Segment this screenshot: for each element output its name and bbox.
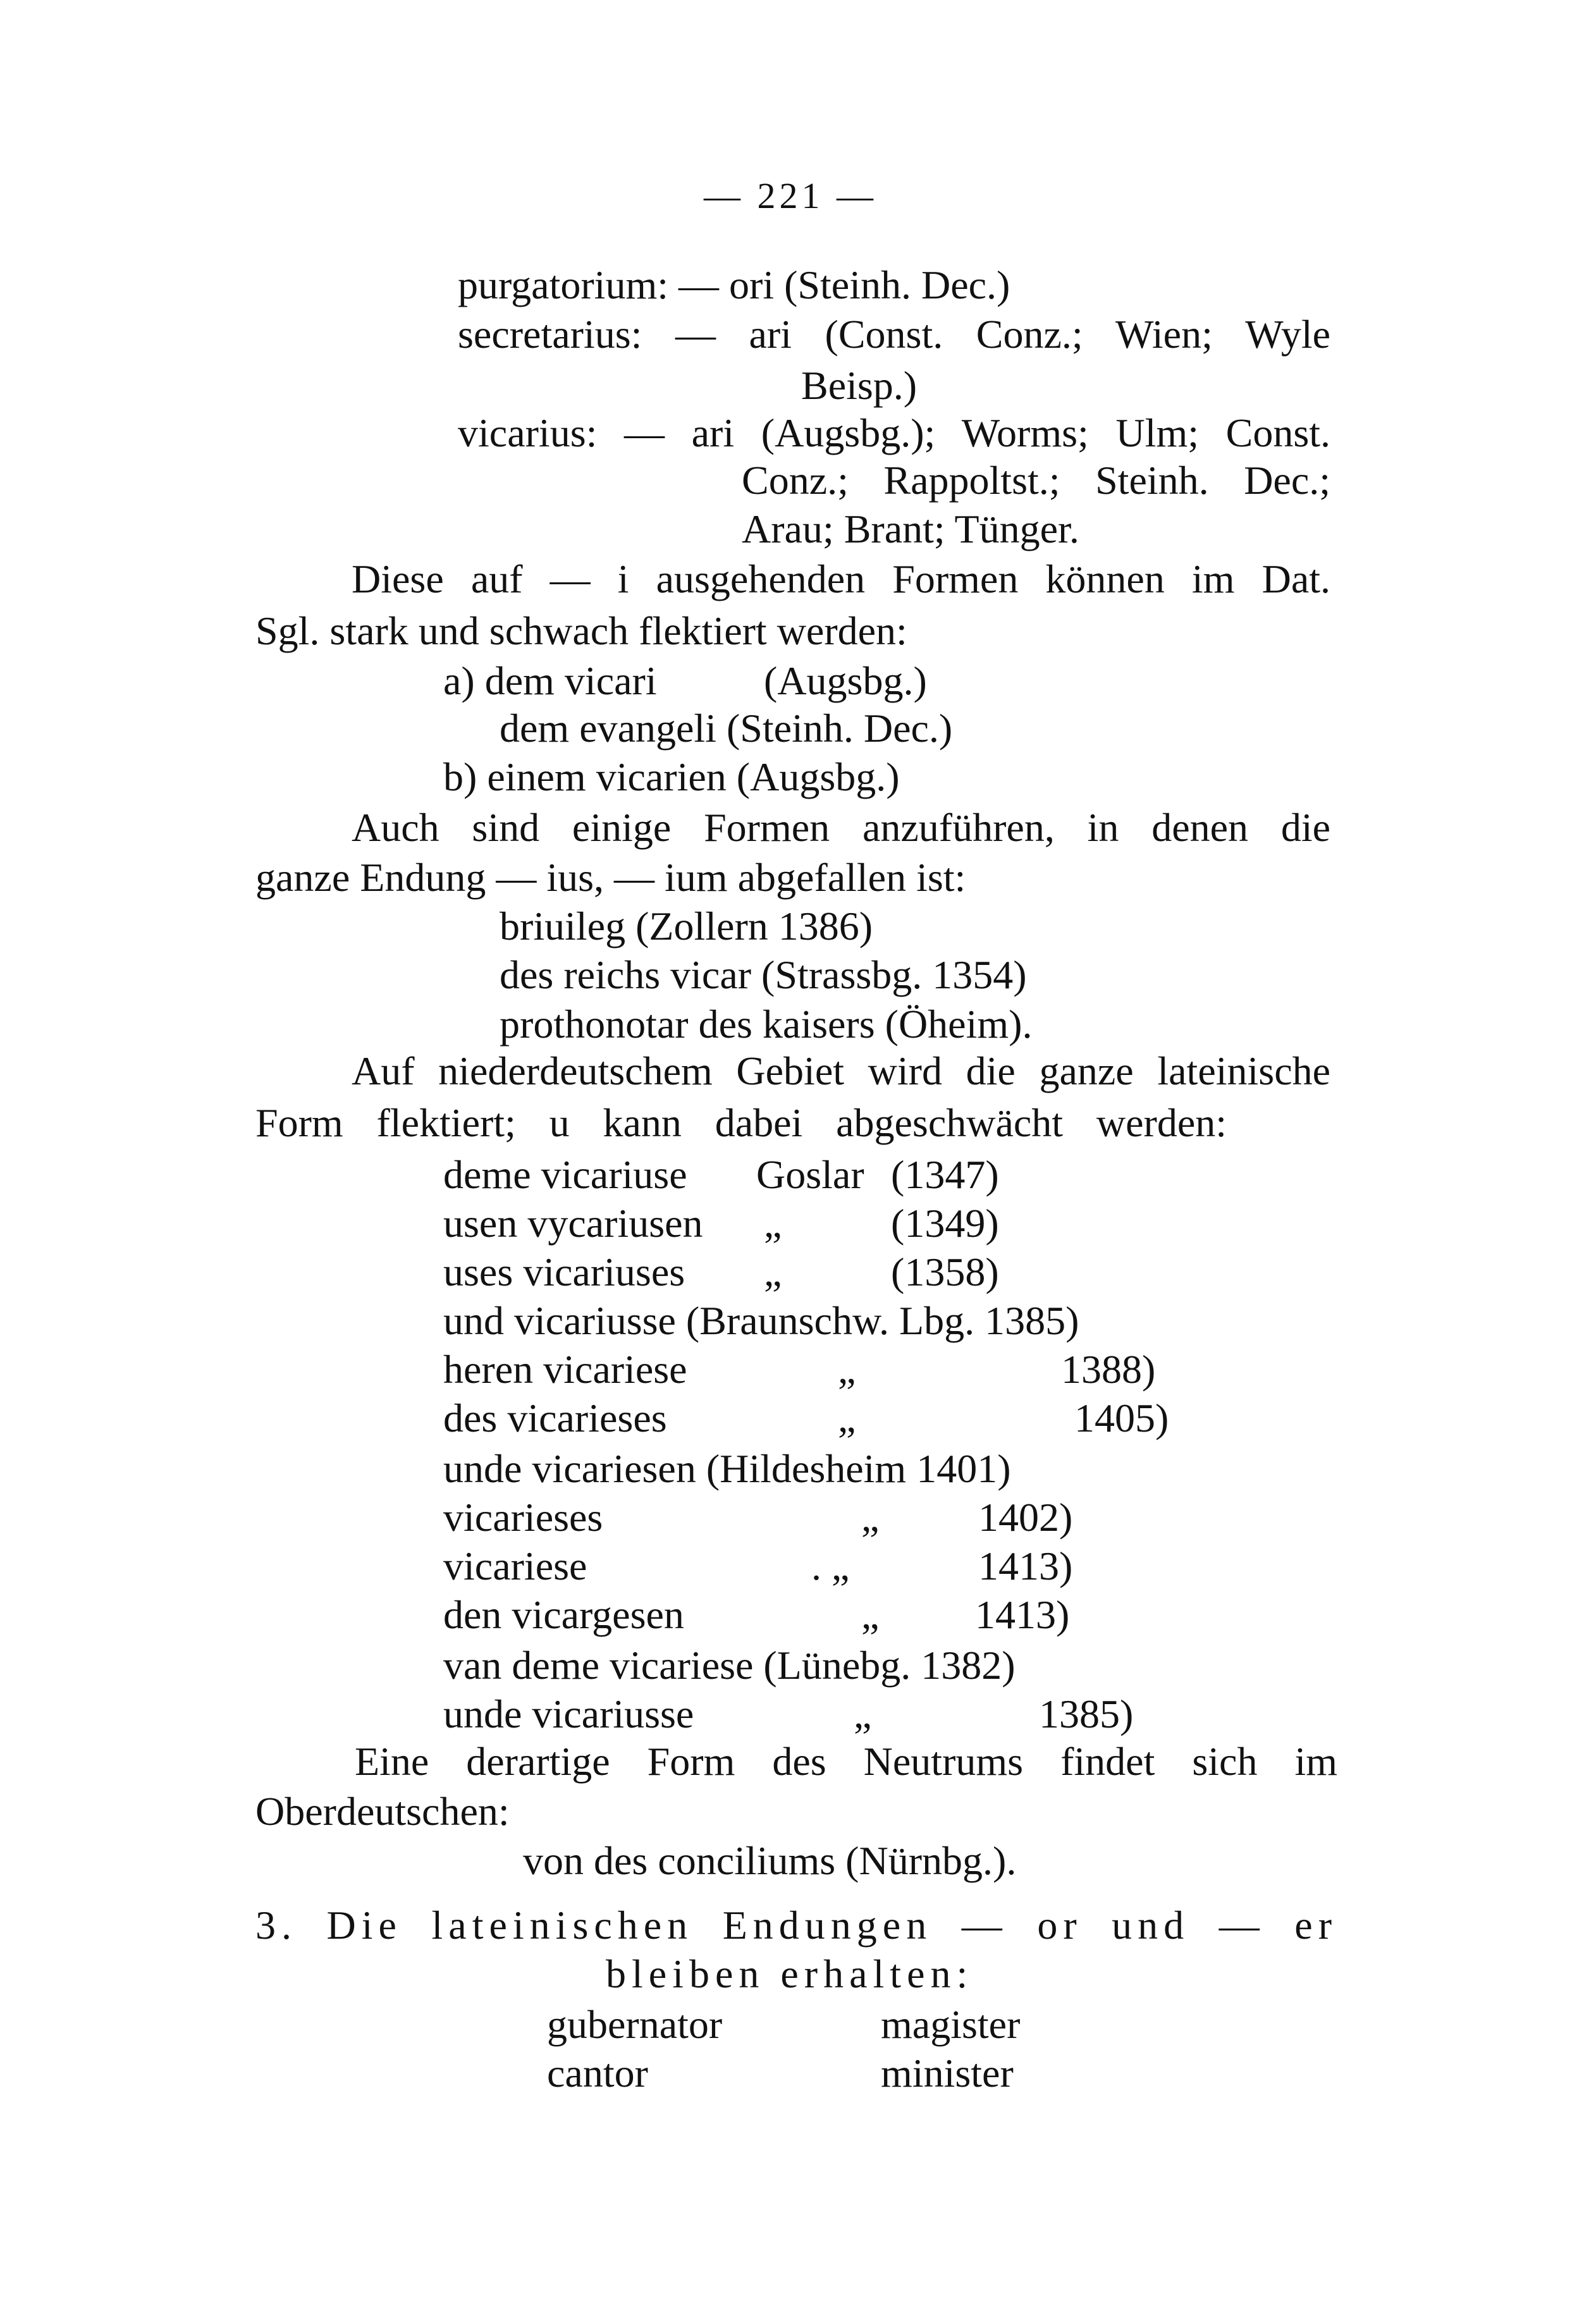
- year-cell: 1413): [975, 1592, 1070, 1637]
- text-line: Conz.; Rappoltst.; Steinh. Dec.;: [742, 458, 1330, 503]
- year-cell: 1402): [978, 1495, 1073, 1540]
- text-line: purgatorium: — ori (Steinh. Dec.): [458, 262, 1010, 307]
- source-cell: „: [764, 1201, 782, 1246]
- year-cell: 1413): [978, 1544, 1073, 1588]
- form-cell: uses vicariuses: [443, 1249, 685, 1294]
- source-cell: . „: [811, 1544, 850, 1588]
- year-cell: (1347): [891, 1152, 999, 1197]
- section-heading: bleiben erhalten:: [606, 1951, 974, 1996]
- form-cell: und vicariusse (Braunschw. Lbg. 1385): [443, 1298, 1079, 1343]
- year-cell: 1388): [1061, 1347, 1156, 1392]
- text-line: Arau; Brant; Tünger.: [742, 506, 1079, 551]
- form-cell: des vicarieses: [443, 1396, 667, 1440]
- paragraph-line: Diese auf — i ausgehenden Formen können im Dat.: [352, 556, 1330, 601]
- paragraph-line: Oberdeutschen:: [255, 1789, 510, 1834]
- text-line: secretarius: — ari (Const. Conz.; Wien; Wyle: [458, 312, 1330, 357]
- page-number: — 221 —: [704, 175, 877, 216]
- text-line: des reichs vicar (Strassbg. 1354): [500, 952, 1027, 997]
- form-cell: den vicargesen: [443, 1592, 684, 1637]
- text-line: prothonotar des kaisers (Öheim).: [500, 1002, 1033, 1046]
- form-cell: usen vycariusen: [443, 1201, 703, 1246]
- paragraph-line: Form flektiert; u kann dabei abgeschwächt werden:: [255, 1100, 1227, 1145]
- form-cell: unde vicariesen (Hildesheim 1401): [443, 1446, 1011, 1491]
- source-cell: „: [838, 1347, 856, 1392]
- year-cell: 1385): [1039, 1691, 1134, 1736]
- source-cell: „: [861, 1495, 880, 1540]
- text-line: (Augsbg.): [764, 658, 927, 703]
- source-cell: „: [838, 1396, 856, 1440]
- paragraph-line: Eine derartige Form des Neutrums findet sich im: [355, 1739, 1337, 1784]
- text-line: von des conciliums (Nürnbg.).: [523, 1838, 1017, 1883]
- source-cell: „: [861, 1592, 880, 1637]
- form-cell: van deme vicariese (Lünebg. 1382): [443, 1643, 1016, 1688]
- form-cell: unde vicariusse: [443, 1691, 694, 1736]
- year-cell: 1405): [1074, 1396, 1169, 1440]
- form-cell: heren vicariese: [443, 1347, 687, 1392]
- text-line: a) dem vicari: [443, 658, 657, 703]
- paragraph-line: Auf niederdeutschem Gebiet wird die ganze lateinische: [352, 1048, 1330, 1093]
- text-line: b) einem vicarien (Augsbg.): [443, 754, 900, 799]
- source-cell: Goslar: [756, 1152, 864, 1197]
- form-cell: vicarieses: [443, 1495, 603, 1540]
- paragraph-line: ganze Endung — ius, — ium abgefallen ist:: [255, 855, 966, 900]
- text-line: briuileg (Zollern 1386): [500, 904, 873, 948]
- source-cell: „: [764, 1249, 782, 1294]
- year-cell: (1358): [891, 1249, 999, 1294]
- year-cell: (1349): [891, 1201, 999, 1246]
- text-line: vicarius: — ari (Augsbg.); Worms; Ulm; Const.: [458, 410, 1330, 455]
- word-item: magister: [881, 2002, 1021, 2047]
- form-cell: deme vicariuse: [443, 1152, 687, 1197]
- word-item: gubernator: [547, 2002, 723, 2047]
- source-cell: „: [854, 1691, 872, 1736]
- word-item: minister: [881, 2051, 1014, 2096]
- text-line: dem evangeli (Steinh. Dec.): [500, 706, 953, 751]
- text-line: Beisp.): [801, 363, 918, 408]
- section-heading: 3. Die lateinischen Endungen — or und — er: [255, 1903, 1337, 1948]
- form-cell: vicariese: [443, 1544, 587, 1588]
- paragraph-line: Sgl. stark und schwach flektiert werden:: [255, 608, 907, 653]
- word-item: cantor: [547, 2051, 648, 2096]
- paragraph-line: Auch sind einige Formen anzuführen, in denen die: [352, 805, 1330, 850]
